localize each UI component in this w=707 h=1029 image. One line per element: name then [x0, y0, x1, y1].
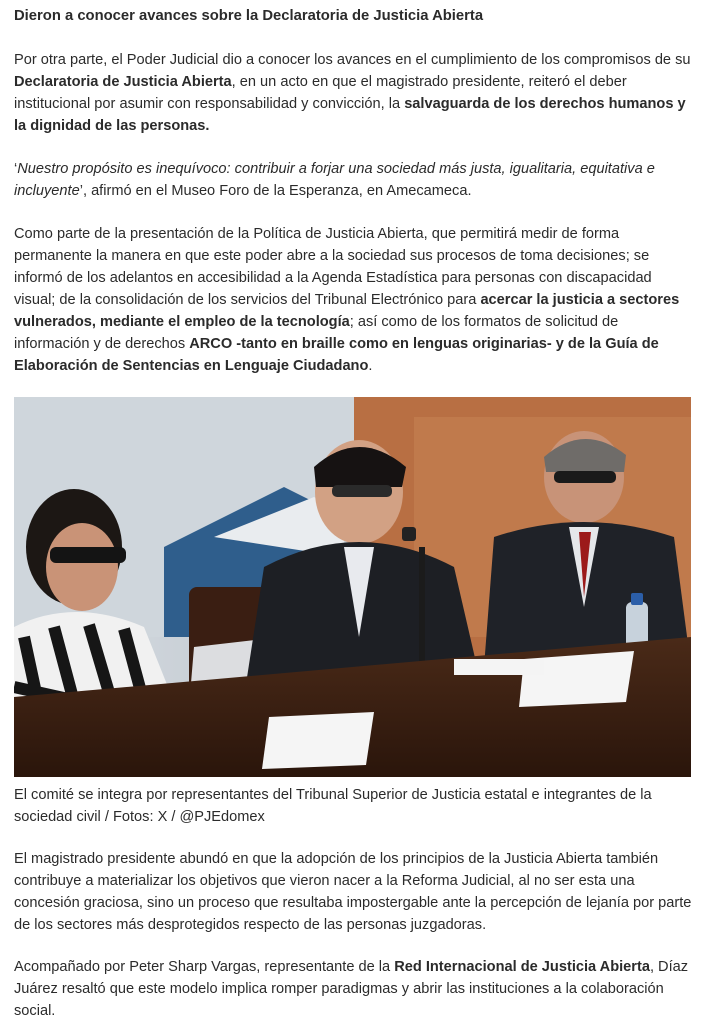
- article-body: [14, 5, 694, 1022]
- paragraph-politica: [14, 223, 694, 377]
- photo-illustration: [14, 397, 691, 777]
- italic-quote: Nuestro propósito es inequívoco: contribuir a forjar una sociedad más justa, igualitaria, equitativa e incluyente: [14, 161, 655, 199]
- bold-run: Declaratoria de Justicia Abierta: [14, 74, 232, 90]
- text-run: .: [368, 358, 373, 374]
- text-run: ; así como de los formatos de solicitud de información y de derechos: [14, 314, 619, 352]
- text-run: , Díaz Juárez resaltó que este modelo implica romper paradigmas y abrir las instituciones a la colaboración social.: [14, 959, 689, 1019]
- paragraph-declaratoria: [14, 49, 694, 137]
- bold-run: salvaguarda de los derechos humanos y la dignidad de las personas.: [14, 96, 686, 134]
- article-photo: [14, 397, 691, 777]
- bold-run: Red Internacional de Justicia Abierta: [394, 959, 650, 975]
- paragraph-red-internacional: [14, 956, 694, 1022]
- text-run: ’, afirmó en el Museo Foro de la Esperanza, en Amecameca.: [79, 183, 472, 199]
- text-run: Acompañado por Peter Sharp Vargas, representante de la: [14, 959, 395, 975]
- text-run: Por otra parte, el Poder Judicial dio a conocer los avances en el cumplimiento de los compromisos de su: [14, 52, 691, 68]
- text-run: , en un acto en que el magistrado presidente, reiteró el deber institucional por asumir con responsabilidad y convicción, la: [14, 74, 627, 112]
- paragraph-reforma: El magistrado presidente abundó en que la adopción de los principios de la Justicia Abierta también contribuye a materializar los objetivos que vieron nacer a la Reforma Judicial, al no ser esta una concesión graciosa, sino un proceso que resultaba impostergable ante la percepción de lejanía por parte de los sectores más desprotegidos respecto de las personas juzgadoras.: [14, 851, 692, 933]
- text-run: Como parte de la presentación de la Política de Justicia Abierta, que permitirá medir de forma permanente la manera en que este poder abre a la sociedad sus procesos de toma decisiones; se informó de los adelantos en accesibilidad a la Agenda Estadística para personas con discapacidad visual; de la consolidación de los servicios del Tribunal Electrónico para: [14, 226, 652, 308]
- paragraph-quote: [14, 158, 694, 202]
- section-heading: Dieron a conocer avances sobre la Declaratoria de Justicia Abierta: [14, 8, 484, 24]
- photo-caption: El comité se integra por representantes del Tribunal Superior de Justicia estatal e integrantes de la sociedad civil / Fotos: X / @PJEdomex: [14, 787, 652, 825]
- bold-run: ARCO -tanto en braille como en lenguas originarias- y de la Guía de Elaboración de Sentencias en Lenguaje Ciudadano: [14, 336, 659, 374]
- bold-run: acercar la justicia a sectores vulnerados, mediante el empleo de la tecnología: [14, 292, 680, 330]
- open-quote: ‘: [14, 161, 18, 177]
